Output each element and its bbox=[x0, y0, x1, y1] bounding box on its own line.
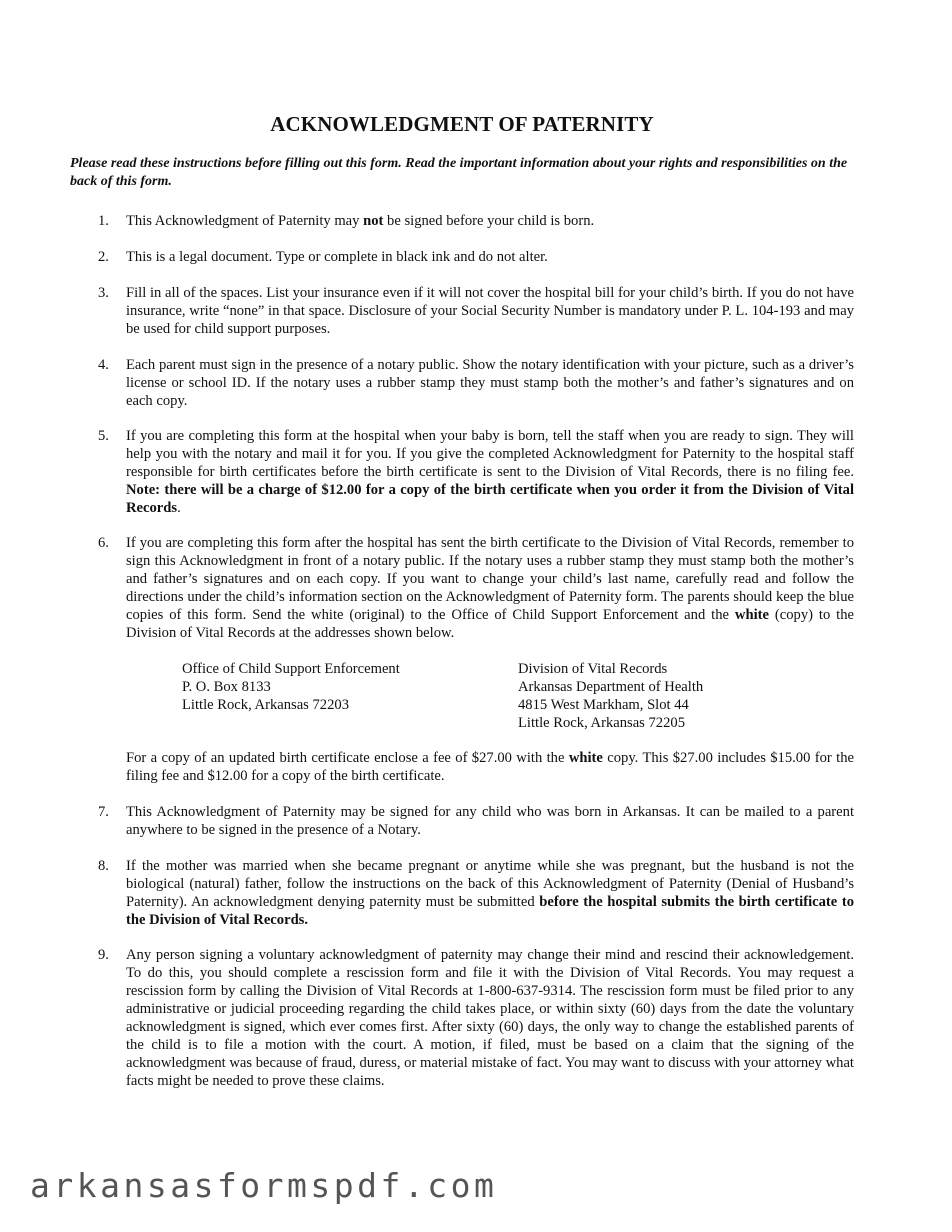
item-text: This is a legal document. Type or complete in black ink and do not alter. bbox=[126, 249, 548, 265]
item-number: 6. bbox=[98, 535, 109, 551]
intro-instructions: Please read these instructions before filling out this form. Read the important information about your rights and responsibilities on the back of this form. bbox=[70, 156, 848, 189]
item-number: 3. bbox=[98, 285, 109, 301]
item-text: Fill in all of the spaces. List your insurance even if it will not cover the hospital bill for your child’s birth. If you do not have insurance, write “none” in that space. Disclosure of your Social Security Number is mandatory under P. L. 104-193 and may be used for child support purposes. bbox=[126, 285, 854, 337]
item-number: 1. bbox=[98, 213, 109, 229]
fee-text: For a copy of an updated birth certificate enclose a fee of $27.00 with the white copy. This $27.00 includes $15.00 for the filing fee and $12.00 for a copy of the birth certificate. bbox=[126, 750, 854, 784]
item-number: 5. bbox=[98, 428, 109, 444]
item-text: If you are completing this form at the hospital when your baby is born, tell the staff when you are ready to sign. They will help you with the notary and mail it for you. If you give the completed Acknowledgment for Paternity to the hospital staff responsible for birth certificates before the birth certificate is sent to the Division of Vital Records, there is no filing fee. Note: there will be a charge of $12.00 for a copy of the birth certificate when you order it from the Division of Vital Records. bbox=[126, 428, 854, 516]
item-number: 8. bbox=[98, 858, 109, 874]
item-number: 7. bbox=[98, 804, 109, 820]
address-child-support: Office of Child Support Enforcement P. O. Box 8133 Little Rock, Arkansas 72203 bbox=[182, 661, 400, 713]
item-number: 2. bbox=[98, 249, 109, 265]
item-text: This Acknowledgment of Paternity may be signed for any child who was born in Arkansas. It can be mailed to a parent anywhere to be signed in the presence of a Notary. bbox=[126, 804, 854, 838]
item-text: If you are completing this form after the hospital has sent the birth certificate to the Division of Vital Records, remember to sign this Acknowledgment in front of a notary public. If the notary uses a rubber stamp they must stamp both the mother’s and father’s signatures and on each copy. If you want to change your child’s last name, carefully read and follow the directions under the child’s information section on the Acknowledgment of Paternity form. The parents should keep the blue copies of this form. Send the white (original) to the Office of Child Support Enforcement and the white (copy) to the Division of Vital Records at the addresses shown below. bbox=[126, 535, 854, 641]
item-text: Any person signing a voluntary acknowledgment of paternity may change their mind and rescind their acknowledgement. To do this, you should complete a rescission form and file it with the Division of Vital Records. You may request a rescission form by calling the Division of Vital Records at 1-800-637-9314. The rescission form must be filed prior to any administrative or judicial proceeding regarding the child takes place, or within sixty (60) days from the date the voluntary acknowledgment is signed, which ever comes first. After sixty (60) days, the only way to change the established parents of the child is to file a motion with the court. A motion, if filed, must be based on a claim that the signing of the acknowledgment was because of fraud, duress, or material mistake of fact. You may want to discuss with your attorney what facts might be needed to prove these claims. bbox=[126, 947, 854, 1089]
address-vital-records: Division of Vital Records Arkansas Department of Health 4815 West Markham, Slot 44 Little Rock, Arkansas 72205 bbox=[518, 661, 704, 731]
item-text: This Acknowledgment of Paternity may not be signed before your child is born. bbox=[126, 213, 595, 229]
item-text: If the mother was married when she became pregnant or anytime while she was pregnant, but the husband is not the biological (natural) father, follow the instructions on the back of this Acknowledgment of Paternity (Denial of Husband’s Paternity). An acknowledgment denying paternity must be submitted before the hospital submits the birth certificate to the Division of Vital Records. bbox=[126, 858, 854, 928]
item-number: 9. bbox=[98, 947, 109, 963]
item-number: 4. bbox=[98, 357, 109, 373]
watermark: arkansasformspdf.com bbox=[30, 1166, 498, 1205]
item-text: Each parent must sign in the presence of a notary public. Show the notary identification with your picture, such as a driver’s license or school ID. If the notary uses a rubber stamp they must stamp both the mother’s and father’s signatures and on each copy. bbox=[126, 357, 854, 409]
page-title: ACKNOWLEDGMENT OF PATERNITY bbox=[270, 112, 654, 136]
